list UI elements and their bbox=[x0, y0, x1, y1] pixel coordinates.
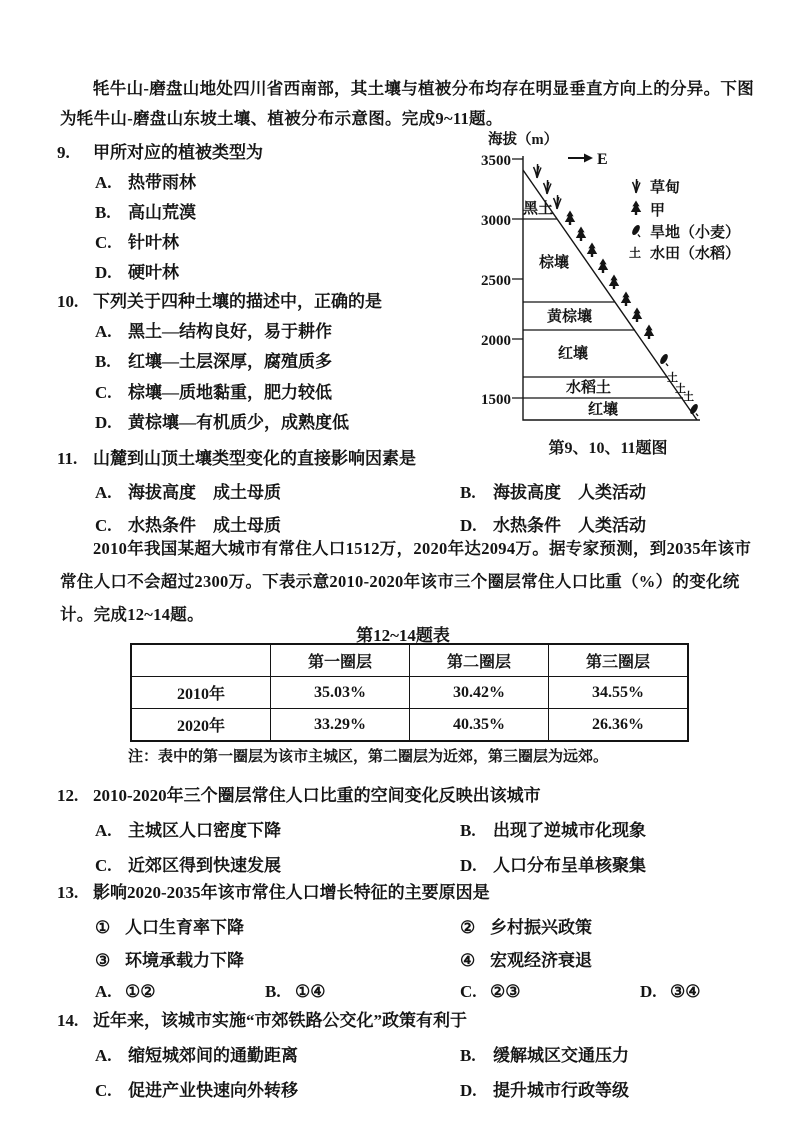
header-ring2: 第二圈层 bbox=[410, 644, 549, 677]
question-12-option-d: D. 人口分布呈单核聚集 bbox=[460, 856, 646, 875]
question-12: 12. 2010-2020年三个圈层常住人口比重的空间变化反映出该城市 bbox=[57, 786, 541, 805]
svg-text:2500: 2500 bbox=[481, 273, 511, 289]
question-10-option-a: A. 黑土—结构良好，易于耕作 bbox=[95, 322, 332, 341]
east-label: E bbox=[597, 151, 608, 168]
question-11-stem: 山麓到山顶土壤类型变化的直接影响因素是 bbox=[93, 449, 416, 468]
svg-text:2000: 2000 bbox=[481, 333, 511, 349]
intro-paragraph-population: 2010年我国某超大城市有常住人口1512万，2020年达2094万。据专家预测，到2035年该市常住人口不会超过2300万。下表示意2010-2020年该市三个圈层常住人口比重（%）的变化统计。完成12~14题。 bbox=[60, 539, 752, 624]
question-13-item-4: ④ 宏观经济衰退 bbox=[460, 951, 592, 970]
population-share-table bbox=[130, 643, 689, 742]
question-14-option-d: D. 提升城市行政等级 bbox=[460, 1081, 629, 1100]
question-14-option-a: A. 缩短城郊间的通勤距离 bbox=[95, 1046, 298, 1065]
diagram-legend bbox=[629, 178, 740, 262]
question-10-option-c: C. 棕壤—质地黏重，肥力较低 bbox=[95, 383, 332, 402]
question-13-item-1: ① 人口生育率下降 bbox=[95, 918, 244, 937]
table-row: 2010年 35.03% 30.42% 34.55% bbox=[131, 677, 688, 709]
question-14-option-c: C. 促进产业快速向外转移 bbox=[95, 1081, 298, 1100]
question-9 bbox=[57, 142, 263, 164]
table-note: 注：表中的第一圈层为该市主城区，第二圈层为近郊，第三圈层为远郊。 bbox=[128, 749, 609, 765]
question-13-item-3: ③ 环境承载力下降 bbox=[95, 951, 244, 970]
question-9-option-c: C. 针叶林 bbox=[95, 233, 179, 252]
question-11-option-d: D. 水热条件 人类活动 bbox=[460, 516, 646, 535]
table-row: 2020年 33.29% 40.35% 26.36% bbox=[131, 709, 688, 742]
question-10-option-d: D. 黄棕壤—有机质少，成熟度低 bbox=[95, 413, 349, 432]
zone-label-heitu: 黑土 bbox=[523, 201, 554, 217]
legend-soil-icon: 土 bbox=[629, 246, 642, 260]
question-9-stem: 甲所对应的植被类型为 bbox=[93, 143, 263, 162]
legend-label-jia: 甲 bbox=[650, 203, 666, 219]
zone-label-hongrang: 红壤 bbox=[558, 346, 589, 362]
question-14-option-b: B. 缓解城区交通压力 bbox=[460, 1046, 629, 1065]
legend-grass-icon bbox=[633, 179, 641, 193]
east-arrow-icon bbox=[568, 154, 593, 163]
question-14: 14. 近年来，该城市实施“市郊铁路公交化”政策有利于 bbox=[57, 1011, 467, 1030]
question-11: 11. 山麓到山顶土壤类型变化的直接影响因素是 bbox=[57, 449, 416, 468]
question-14-stem: 近年来，该城市实施“市郊铁路公交化”政策有利于 bbox=[93, 1011, 467, 1030]
header-blank bbox=[131, 644, 271, 677]
legend-label-paddy: 水田（水稻） bbox=[650, 246, 741, 262]
question-12-option-c: C. 近郊区得到快速发展 bbox=[95, 856, 281, 875]
diagram-caption: 第9、10、11题图 bbox=[548, 440, 668, 457]
table-title: 第12~14题表 bbox=[356, 626, 450, 645]
question-10: 10. 下列关于四种土壤的描述中，正确的是 bbox=[57, 292, 382, 311]
legend-label-dryland: 旱地（小麦） bbox=[650, 225, 741, 241]
question-9-option-b: B. 高山荒漠 bbox=[95, 203, 196, 222]
question-9-option-a: A. 热带雨林 bbox=[95, 173, 196, 192]
soil-vegetation-diagram bbox=[435, 126, 790, 466]
zone-label-zongrang: 棕壤 bbox=[539, 255, 570, 271]
question-13-stem: 影响2020-2035年该市常住人口增长特征的主要原因是 bbox=[93, 883, 490, 902]
zone-label-huangzongrang: 黄棕壤 bbox=[547, 309, 593, 325]
legend-leaf-icon bbox=[631, 224, 642, 237]
legend-label-meadow: 草甸 bbox=[650, 180, 681, 196]
svg-text:3000: 3000 bbox=[481, 213, 511, 229]
zone-label-shuidaotu: 水稻土 bbox=[566, 380, 612, 396]
question-11-option-c: C. 水热条件 成土母质 bbox=[95, 516, 281, 535]
question-13-answer-b: B. ①④ bbox=[265, 982, 326, 1001]
svg-text:3500: 3500 bbox=[481, 153, 511, 169]
diagram-axis-label: 海拔（m） bbox=[488, 132, 559, 148]
header-ring1: 第一圈层 bbox=[271, 644, 410, 677]
question-13-answer-c: C. ②③ bbox=[460, 982, 521, 1001]
paddy-soil-icon: 土 bbox=[683, 391, 694, 403]
question-11-option-a: A. 海拔高度 成土母质 bbox=[95, 483, 281, 502]
question-9-number: 9. bbox=[57, 143, 70, 162]
question-9-option-d: D. 硬叶林 bbox=[95, 263, 179, 282]
diagram-ticks bbox=[481, 153, 523, 408]
slope-vegetation-icons bbox=[534, 164, 700, 416]
legend-tree-icon bbox=[631, 201, 641, 216]
paddy-soil-icon: 土 bbox=[667, 372, 678, 384]
paddy-soil-icon: 土 bbox=[675, 383, 686, 395]
question-13-item-2: ② 乡村振兴政策 bbox=[460, 918, 592, 937]
table-header-row bbox=[131, 644, 688, 677]
svg-text:1500: 1500 bbox=[481, 392, 511, 408]
question-11-option-b: B. 海拔高度 人类活动 bbox=[460, 483, 646, 502]
header-ring3: 第三圈层 bbox=[549, 644, 689, 677]
question-12-option-b: B. 出现了逆城市化现象 bbox=[460, 821, 646, 840]
question-12-option-a: A. 主城区人口密度下降 bbox=[95, 821, 281, 840]
question-10-stem: 下列关于四种土壤的描述中，正确的是 bbox=[93, 292, 382, 311]
question-13-answer-a: A. ①② bbox=[95, 982, 156, 1001]
question-13: 13. 影响2020-2035年该市常住人口增长特征的主要原因是 bbox=[57, 883, 490, 902]
intro-paragraph-soil: 牦牛山-磨盘山地处四川省西南部，其土壤与植被分布均存在明显垂直方向上的分异。下图为牦牛山-磨盘山东坡土壤、植被分布示意图。完成9~11题。 bbox=[60, 79, 754, 128]
question-13-answer-d: D. ③④ bbox=[640, 982, 701, 1001]
question-12-stem: 2010-2020年三个圈层常住人口比重的空间变化反映出该城市 bbox=[93, 786, 541, 805]
question-10-option-b: B. 红壤—土层深厚，腐殖质多 bbox=[95, 352, 332, 371]
zone-label-hongrang-low: 红壤 bbox=[588, 402, 619, 418]
